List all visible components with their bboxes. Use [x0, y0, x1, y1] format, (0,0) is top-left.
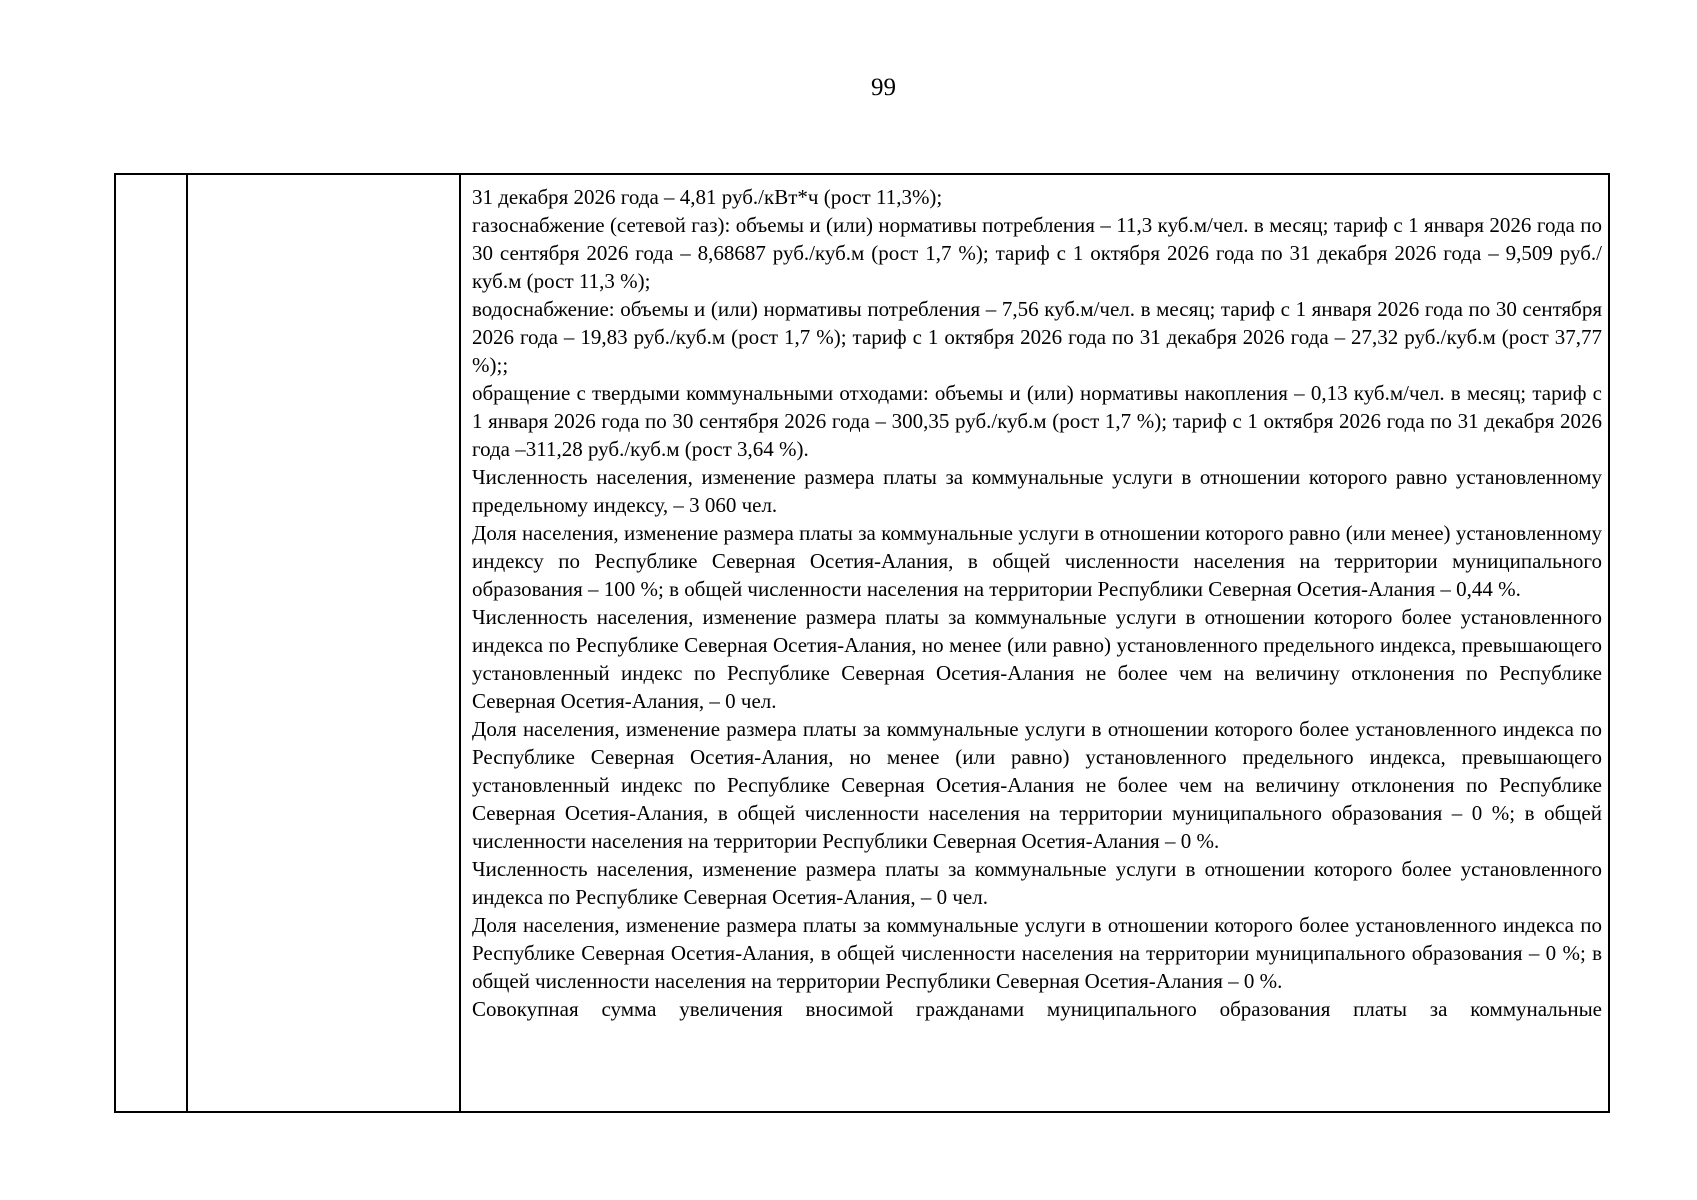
document-table	[114, 173, 1610, 1113]
paragraph-share-equal-or-less: Доля населения, изменение размера платы за коммунальные услуги в отношении которого равно (или менее) установленному индексу по Республике Северная Осетия-Алания, в общей численности населения на территории муниципального образования – 100 %; в общей численности населения на территории Республики Северная Осетия-Алания – 0,44 %.	[472, 521, 1602, 601]
paragraph-total-increase-sum: Совокупная сумма увеличения вносимой гражданами муниципального образования платы за коммунальные	[472, 997, 1602, 1021]
paragraph-population-above-within-deviation: Численность населения, изменение размера платы за коммунальные услуги в отношении которого более установленного индекса по Республике Северная Осетия-Алания, но менее (или равно) установленного предельного индекса, превышающего установленный индекс по Республике Северная Осетия-Алания не более чем на величину отклонения по Республике Северная Осетия-Алания, – 0 чел.	[472, 605, 1602, 713]
cell-text-block	[461, 175, 1608, 1023]
table-row	[115, 174, 1609, 1112]
paragraph-share-above-within-deviation: Доля населения, изменение размера платы за коммунальные услуги в отношении которого более установленного индекса по Республике Северная Осетия-Алания, но менее (или равно) установленного предельного индекса, превышающего установленный индекс по Республике Северная Осетия-Алания не более чем на величину отклонения по Республике Северная Осетия-Алания, в общей численности населения на территории муниципального образования – 0 %; в общей численности населения на территории Республики Северная Осетия-Алания – 0 %.	[472, 717, 1602, 853]
page-number: 99	[871, 74, 896, 101]
paragraph-solid-waste: обращение с твердыми коммунальными отходами: объемы и (или) нормативы накопления – 0,13 куб.м/чел. в месяц; тариф с 1 января 2026 года по 30 сентября 2026 года – 300,35 руб./куб.м (рост 1,7 %); тариф с 1 октября 2026 года по 31 декабря 2026 года –311,28 руб./куб.м (рост 3,64 %).	[472, 381, 1602, 461]
paragraph-share-above-index: Доля населения, изменение размера платы за коммунальные услуги в отношении которого более установленного индекса по Республике Северная Осетия-Алания, в общей численности населения на территории муниципального образования – 0 %; в общей численности населения на территории Республики Северная Осетия-Алания – 0 %.	[472, 913, 1602, 993]
paragraph-population-equal-limit: Численность населения, изменение размера платы за коммунальные услуги в отношении которого равно установленному предельному индексу, – 3 060 чел.	[472, 465, 1602, 517]
paragraph-population-above-index: Численность населения, изменение размера платы за коммунальные услуги в отношении которого более установленного индекса по Республике Северная Осетия-Алания, – 0 чел.	[472, 857, 1602, 909]
paragraph-gas-supply: газоснабжение (сетевой газ): объемы и (или) нормативы потребления – 11,3 куб.м/чел. в месяц; тариф с 1 января 2026 года по 30 сентября 2026 года – 8,68687 руб./куб.м (рост 1,7 %); тариф с 1 октября 2026 года по 31 декабря 2026 года – 9,509 руб./куб.м (рост 11,3 %);	[472, 213, 1602, 293]
table-cell-number	[115, 174, 187, 1112]
paragraph-water-supply: водоснабжение: объемы и (или) нормативы потребления – 7,56 куб.м/чел. в месяц; тариф с 1 января 2026 года по 30 сентября 2026 года – 19,83 руб./куб.м (рост 1,7 %); тариф с 1 октября 2026 года по 31 декабря 2026 года – 27,32 руб./куб.м (рост 37,77 %);;	[472, 297, 1602, 377]
table-cell-name	[187, 174, 460, 1112]
table-cell-content	[460, 174, 1609, 1112]
paragraph-electricity-tariff-end: 31 декабря 2026 года – 4,81 руб./кВт*ч (рост 11,3%);	[472, 185, 943, 209]
